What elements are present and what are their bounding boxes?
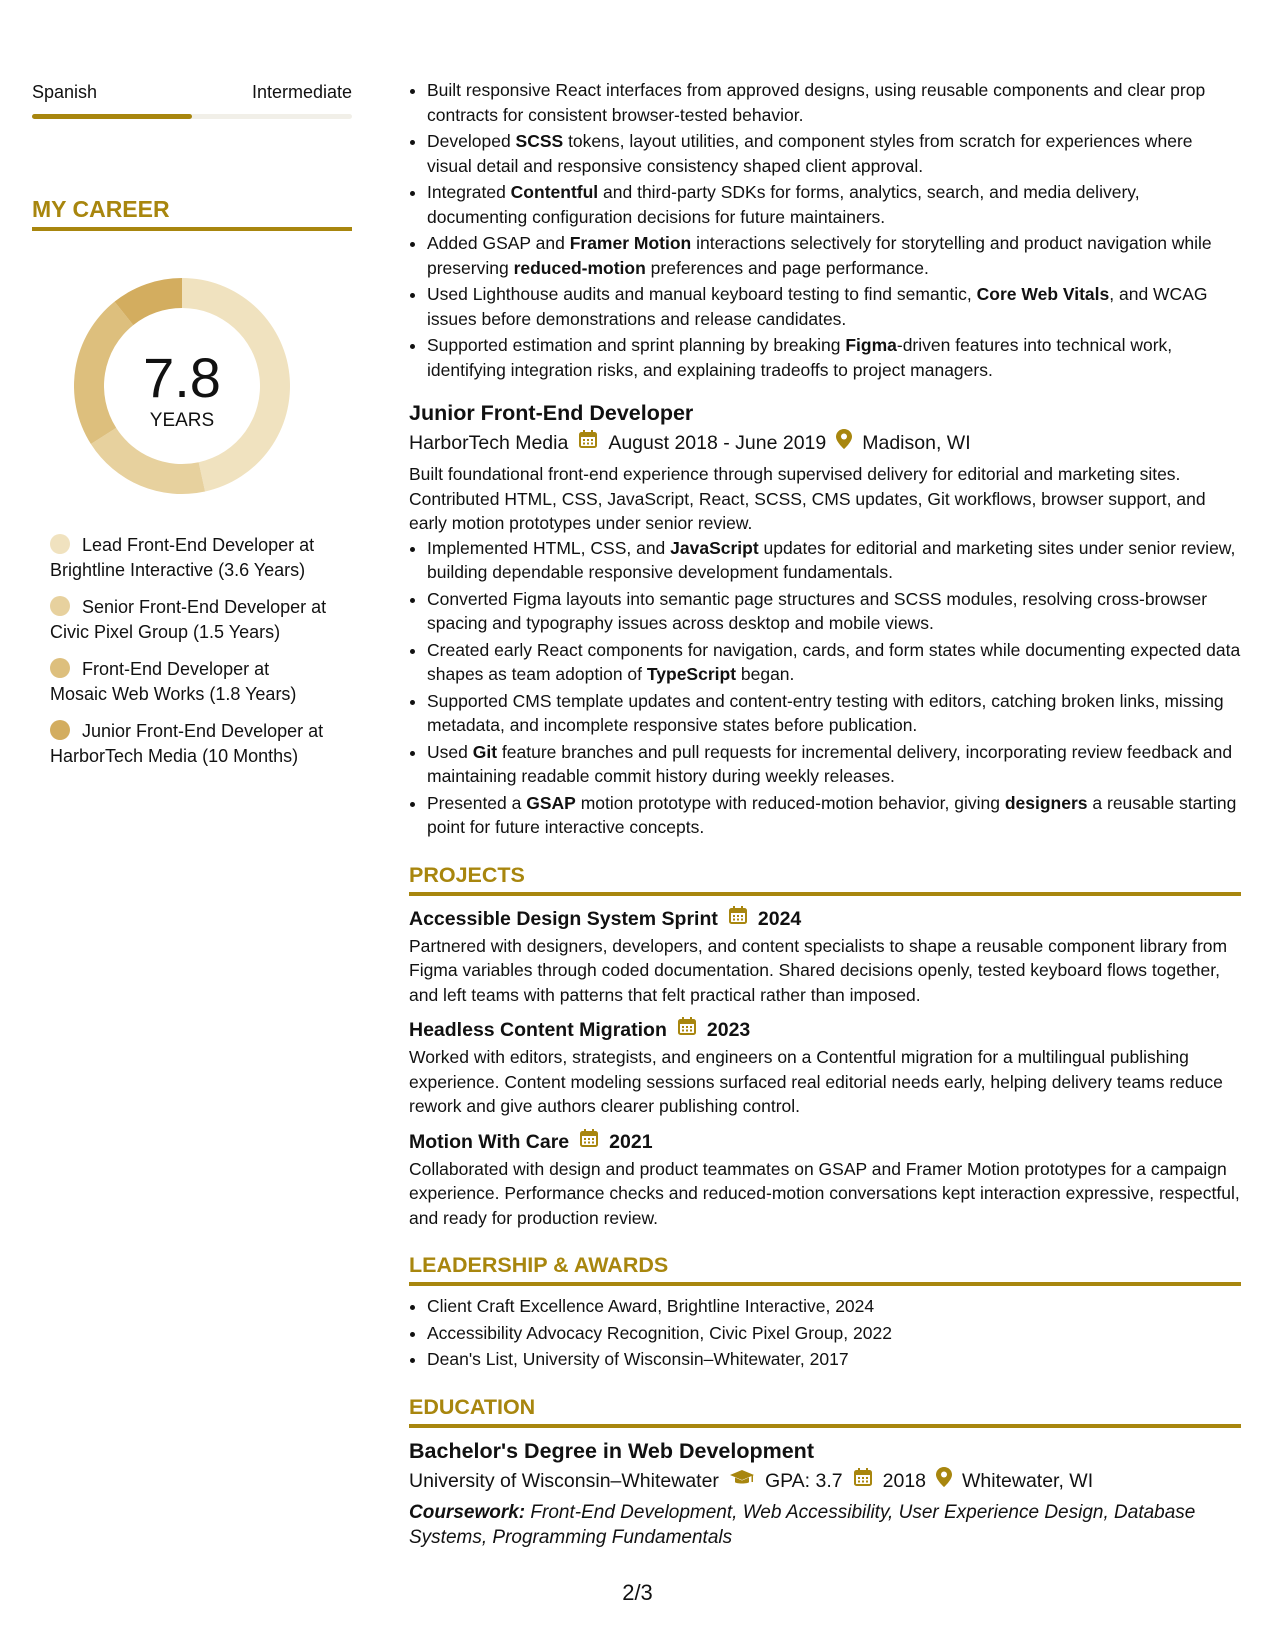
project-name: Headless Content Migration [409,1019,667,1041]
award-item: • Dean's List, University of Wisconsin–Whitewater, 2017 [427,1347,1241,1372]
project-year: 2021 [609,1130,653,1153]
career-legend [50,533,330,781]
project-description: Collaborated with design and product teammates on GSAP and Framer Motion prototypes for a campaign experience. Performance checks and reduced-motion conversations kept interaction expressive, respectful, and ready for production review. [409,1158,1240,1228]
map-pin-icon [836,428,852,458]
education-section-title: EDUCATION [409,1394,536,1419]
job-bullet: • Used Git feature branches and pull requests for incremental delivery, incorporating review feedback and maintaining readable commit history during weekly releases. [427,740,1241,789]
career-section-rule [32,227,352,231]
donut-slice-2 [91,428,205,494]
project-name: Accessible Design System Sprint [409,907,718,930]
language-proficiency-bar [32,114,352,119]
awards-section-rule [409,1282,1241,1286]
awards-section-title: LEADERSHIP & AWARDS [409,1253,669,1277]
language-proficiency-fill [32,114,192,119]
project-header [409,1015,1241,1045]
previous-job-bullets [409,78,1241,382]
job-title: Junior Front-End Developer [409,401,694,425]
education-school: University of Wisconsin–Whitewater [409,1469,719,1492]
education-gpa: GPA: 3.7 [764,1469,843,1492]
legend-dot [50,658,70,678]
project-year: 2023 [706,1019,751,1041]
education-meta [409,1466,1241,1496]
job-bullets [409,536,1241,840]
projects-section-rule [409,892,1241,896]
coursework-list: Front-End Development, Web Accessibility, User Experience Design, Database Systems, Programming Fundamentals [409,1501,1196,1548]
career-total-value: 7.8 [143,346,221,409]
education-location: Whitewater, WI [962,1469,1094,1492]
project-item [409,1127,1241,1231]
map-pin-icon [936,1466,952,1496]
awards-list [409,1294,1241,1372]
career-total-unit: YEARS [149,410,215,431]
education-degree: Bachelor's Degree in Web Development [409,1438,814,1463]
job-bullet: • Supported CMS template updates and content-entry testing with editors, catching broken links, missing metadata, and incomplete responsive states before publication. [427,689,1241,738]
job-meta [409,428,1241,458]
previous-job-bullet: • Integrated Contentful and third-party SDKs for forms, analytics, search, and media delivery, documenting configuration decisions for future maintainers. [427,180,1241,229]
project-description: Partnered with designers, developers, and content specialists to shape a reusable component library from Figma variables through coded documentation. Shared decisions openly, tested keyboard flows together, and left teams with patterns that felt practical rather than imposed. [409,935,1228,1005]
award-item: • Accessibility Advocacy Recognition, Civic Pixel Group, 2022 [427,1321,1241,1346]
job-company: HarborTech Media [409,432,569,454]
education-coursework [409,1500,1241,1550]
legend-item [50,533,330,583]
job-location: Madison, WI [862,432,971,454]
job-bullet: • Created early React components for navigation, cards, and form states while documenting expected data shapes as team adoption of TypeScript began. [427,638,1241,687]
previous-job-bullet: • Added GSAP and Framer Motion interactions selectively for storytelling and product navigation while preserving reduced-motion preferences and page performance. [427,231,1241,280]
language-name: Spanish [32,82,98,102]
education-year: 2018 [882,1469,927,1492]
graduation-cap-icon [729,1466,755,1496]
project-name: Motion With Care [409,1130,570,1153]
calendar-icon [728,904,748,934]
calendar-icon [853,1466,873,1496]
legend-dot [50,720,70,740]
job-summary: Built foundational front-end experience through supervised delivery for editorial and marketing sites. Contributed HTML, CSS, JavaScript, React, SCSS, CMS updates, Git workflows, browser support, and early motion prototypes under senior review. [409,464,1206,533]
previous-job-bullet: • Developed SCSS tokens, layout utilities, and component styles from scratch for experiences where visual detail and responsive consistency shaped client approval. [427,129,1241,178]
calendar-icon [578,428,598,458]
job-dates: August 2018 - June 2019 [608,432,827,454]
legend-item [50,595,330,645]
calendar-icon [579,1127,599,1157]
project-item [409,1015,1241,1119]
previous-job-bullet: • Used Lighthouse audits and manual keyboard testing to find semantic, Core Web Vitals, and WCAG issues before demonstrations and release candidates. [427,282,1241,331]
job-bullet: • Implemented HTML, CSS, and JavaScript updates for editorial and marketing sites under senior review, building dependable responsive development fundamentals. [427,536,1241,585]
projects-section-title: PROJECTS [409,862,525,887]
previous-job-bullet: • Built responsive React interfaces from approved designs, using reusable components and clear prop contracts for consistent browser-tested behavior. [427,78,1241,127]
education-section-rule [409,1424,1241,1428]
projects-list [409,904,1241,1231]
project-header [409,1127,1241,1157]
job-bullet: • Presented a GSAP motion prototype with reduced-motion behavior, giving designers a reusable starting point for future interactive concepts. [427,791,1241,840]
project-item [409,904,1241,1008]
language-row [32,82,352,103]
project-year: 2024 [757,907,802,930]
project-header [409,904,1241,934]
language-level: Intermediate [251,82,352,102]
legend-label: Lead Front-End Developer at Brightline Interactive (3.6 Years) [50,535,315,580]
main-content [409,78,1241,1550]
legend-label: Front-End Developer at Mosaic Web Works (1.8 Years) [50,659,297,704]
career-section-title: MY CAREER [32,196,170,222]
award-item: • Client Craft Excellence Award, Brightline Interactive, 2024 [427,1294,1241,1319]
legend-dot [50,534,70,554]
legend-item [50,657,330,707]
coursework-label: Coursework: [409,1501,526,1523]
legend-label: Junior Front-End Developer at HarborTech Media (10 Months) [50,721,324,766]
legend-item [50,719,330,769]
page-number: 2/3 [622,1580,653,1605]
job-bullet: • Converted Figma layouts into semantic page structures and SCSS modules, resolving cross-browser spacing and typography issues across desktop and mobile views. [427,587,1241,636]
previous-job-bullet: • Supported estimation and sprint planning by breaking Figma-driven features into technical work, identifying integration risks, and explaining tradeoffs to project managers. [427,333,1241,382]
legend-label: Senior Front-End Developer at Civic Pixel Group (1.5 Years) [50,597,327,642]
calendar-icon [677,1015,697,1045]
legend-dot [50,596,70,616]
project-description: Worked with editors, strategists, and engineers on a Contentful migration for a multilingual publishing experience. Content modeling sessions surfaced real editorial needs early, helping delivery teams reduce rework and give authors clearer publishing control. [409,1047,1223,1116]
